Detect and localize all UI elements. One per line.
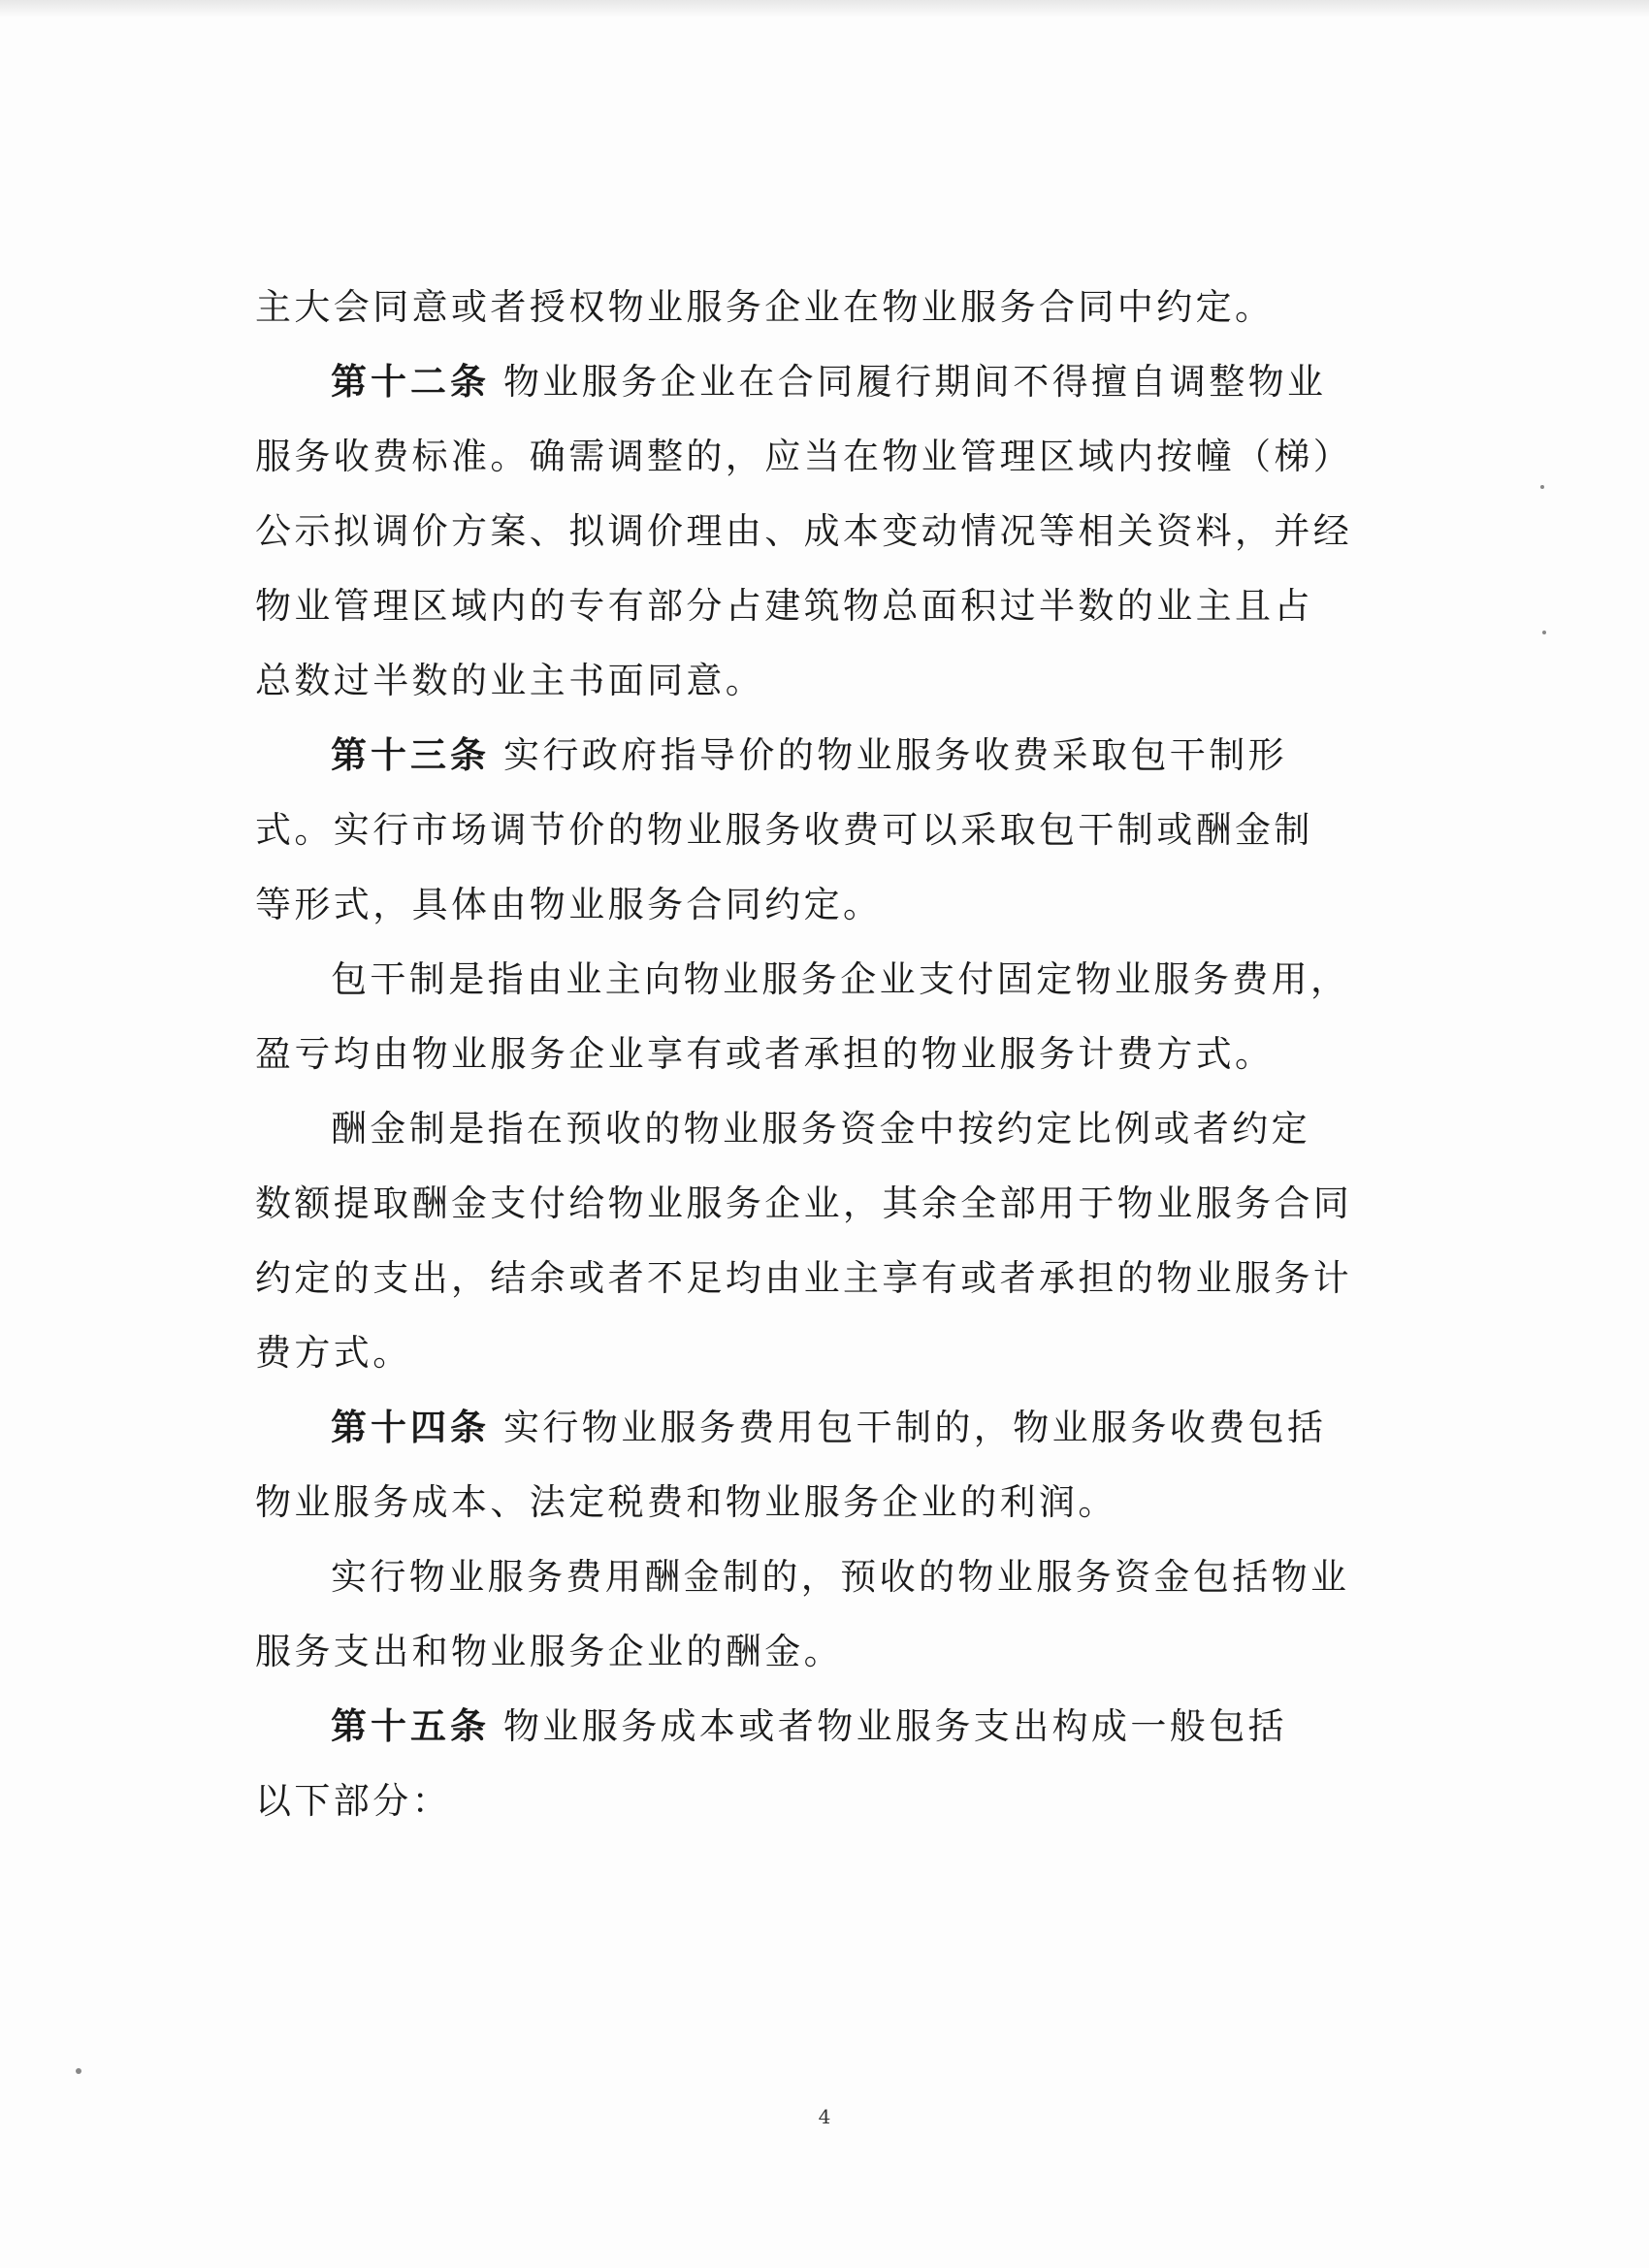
text-line: 数额提取酬金支付给物业服务企业，其余全部用于物业服务合同 bbox=[255, 1183, 1353, 1224]
page-number: 4 bbox=[818, 2105, 831, 2128]
text-line: 公示拟调价方案、拟调价理由、成本变动情况等相关资料，并经 bbox=[255, 510, 1353, 552]
text-line: 酬金制是指在预收的物业服务资金中按约定比例或者约定 bbox=[331, 1108, 1310, 1150]
article-13-first-line bbox=[255, 718, 1371, 793]
text-span: 物业服务企业在合同履行期间不得擅自调整物业 bbox=[503, 361, 1327, 403]
text-span: 实行政府指导价的物业服务收费采取包干制形 bbox=[503, 734, 1287, 776]
article-15-first-line bbox=[255, 1689, 1371, 1764]
text-line: 约定的支出，结余或者不足均由业主享有或者承担的物业服务计 bbox=[255, 1257, 1353, 1299]
scan-speck bbox=[1540, 485, 1544, 489]
article-14-first-line bbox=[255, 1390, 1371, 1465]
text-line: 以下部分： bbox=[255, 1780, 451, 1822]
text-line: 物业服务成本、法定税费和物业服务企业的利润。 bbox=[255, 1481, 1117, 1523]
text-line: 费方式。 bbox=[255, 1332, 412, 1374]
text-line: 等形式，具体由物业服务合同约定。 bbox=[255, 884, 883, 925]
text-span: 实行物业服务费用包干制的，物业服务收费包括 bbox=[503, 1407, 1327, 1448]
article-number: 第十三条 bbox=[331, 733, 490, 776]
article-12-first-line bbox=[255, 344, 1371, 419]
text-line: 包干制是指由业主向物业服务企业支付固定物业服务费用， bbox=[331, 958, 1350, 1000]
text-line: 实行物业服务费用酬金制的，预收的物业服务资金包括物业 bbox=[331, 1556, 1350, 1598]
text-line: 盈亏均由物业服务企业享有或者承担的物业服务计费方式。 bbox=[255, 1033, 1275, 1075]
text-line: 服务支出和物业服务企业的酬金。 bbox=[255, 1631, 843, 1672]
text-line: 总数过半数的业主书面同意。 bbox=[255, 660, 765, 701]
text-line: 主大会同意或者授权物业服务企业在物业服务合同中约定。 bbox=[255, 286, 1275, 328]
text-span: 物业服务成本或者物业服务支出构成一般包括 bbox=[503, 1705, 1287, 1747]
article-number: 第十二条 bbox=[331, 360, 490, 403]
text-line: 式。实行市场调节价的物业服务收费可以采取包干制或酬金制 bbox=[255, 809, 1313, 851]
scan-speck bbox=[1542, 631, 1546, 634]
article-number: 第十五条 bbox=[331, 1704, 490, 1747]
article-number: 第十四条 bbox=[331, 1406, 490, 1448]
scan-edge-shadow bbox=[0, 0, 1649, 17]
scan-speck bbox=[76, 2068, 81, 2074]
document-body bbox=[255, 270, 1371, 1838]
text-line: 服务收费标准。确需调整的，应当在物业管理区域内按幢（梯） bbox=[255, 436, 1353, 477]
text-line: 物业管理区域内的专有部分占建筑物总面积过半数的业主且占 bbox=[255, 585, 1313, 627]
